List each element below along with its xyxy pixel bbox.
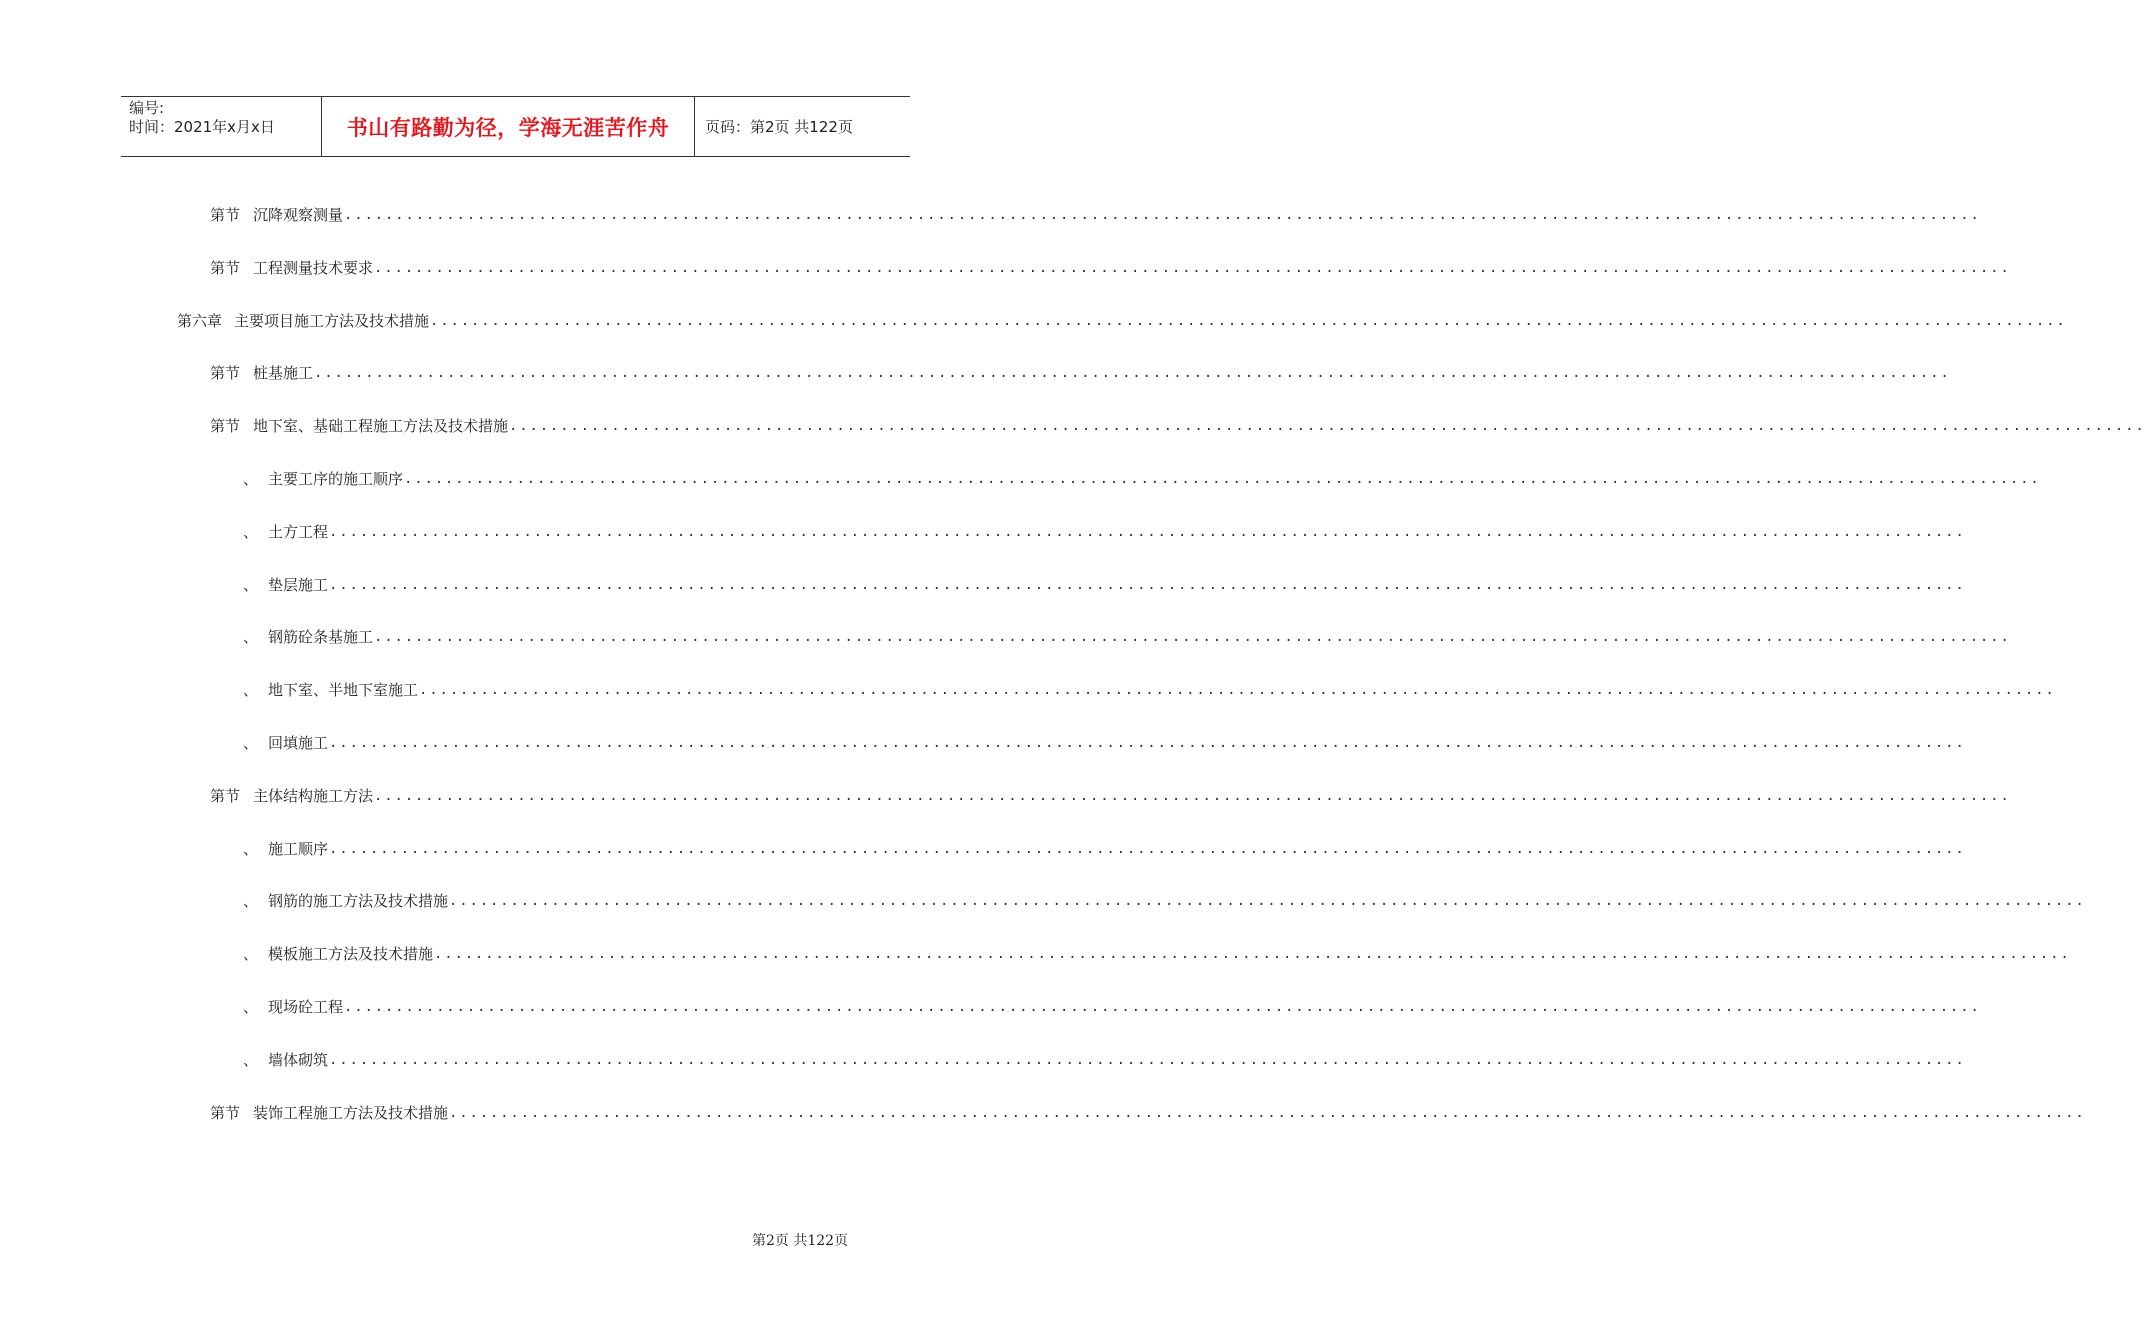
toc-entry[interactable] [210,361,1951,383]
toc-entry-title: 施工顺序 [268,840,329,858]
toc-entry-number: 、 [243,470,259,488]
toc-dot-leader: ................................................................................................................................................................ [449,1105,2086,1121]
toc-entry-title: 主体结构施工方法 [253,787,374,805]
toc-dot-leader: ................................................................................................................................................................ [344,999,1981,1015]
toc-entry-title: 垫层施工 [268,576,329,594]
toc-entry[interactable] [210,256,2011,278]
toc-entry[interactable] [243,942,2071,964]
toc-entry-title: 模板施工方法及技术措施 [268,945,434,963]
toc-entry[interactable] [210,203,1981,225]
toc-entry-title: 回填施工 [268,734,329,752]
toc-entry-title: 地下室、基础工程施工方法及技术措施 [253,417,509,435]
toc-dot-leader: ................................................................................................................................................................ [344,207,1981,223]
toc-entry-number: 第节 [210,259,241,277]
header-info-cell [121,97,321,156]
toc-entry-title: 主要工序的施工顺序 [268,470,404,488]
header-page-code: 页码：第2页 共122页 [705,118,853,136]
toc-dot-leader: ................................................................................................................................................................ [329,735,1966,751]
toc-dot-leader: ................................................................................................................................................................ [374,788,2011,804]
toc-dot-leader: ................................................................................................................................................................ [430,313,2067,329]
toc-entry-number: 第节 [210,1104,241,1122]
toc-entry-title: 土方工程 [268,523,329,541]
toc-entry-title: 现场砼工程 [268,998,344,1016]
toc-entry[interactable] [210,784,2011,806]
toc-entry-number: 、 [243,681,259,699]
toc-entry-number: 、 [243,576,259,594]
toc-entry-title: 工程测量技术要求 [253,259,374,277]
toc-dot-leader: ................................................................................................................................................................ [374,260,2011,276]
toc-entry-number: 第节 [210,364,241,382]
toc-dot-leader: ................................................................................................................................................................ [434,946,2071,962]
toc-entry[interactable] [210,414,2146,436]
toc-entry[interactable] [243,625,2011,647]
toc-entry-number: 、 [243,628,259,646]
toc-entry-title: 墙体砌筑 [268,1051,329,1069]
toc-dot-leader: ................................................................................................................................................................ [374,629,2011,645]
toc-entry[interactable] [243,889,2086,911]
toc-entry-title: 地下室、半地下室施工 [268,681,419,699]
toc-entry[interactable] [210,1101,2086,1123]
toc-entry-title: 钢筋砼条基施工 [268,628,374,646]
page-header [121,96,910,157]
toc-entry-title: 钢筋的施工方法及技术措施 [268,892,449,910]
toc-dot-leader: ................................................................................................................................................................ [329,1052,1966,1068]
toc-dot-leader: ................................................................................................................................................................ [419,682,2056,698]
toc-dot-leader: ................................................................................................................................................................ [509,418,2146,434]
toc-entry[interactable] [177,309,2067,331]
toc-entry-title: 主要项目施工方法及技术措施 [234,312,430,330]
toc-entry[interactable] [243,678,2056,700]
toc-dot-leader: ................................................................................................................................................................ [329,577,1966,593]
toc-entry-number: 、 [243,998,259,1016]
toc-entry-number: 、 [243,734,259,752]
header-motto: 书山有路勤为径，学海无涯苦作舟 [321,97,695,156]
toc-entry[interactable] [243,573,1966,595]
toc-entry-number: 第节 [210,206,241,224]
document-time-label: 时间：2021年x月x日 [129,118,275,136]
toc-dot-leader: ................................................................................................................................................................ [329,841,1966,857]
toc-dot-leader: ................................................................................................................................................................ [314,365,1951,381]
toc-entry[interactable] [243,837,1966,859]
toc-entry[interactable] [243,520,1966,542]
toc-entry[interactable] [243,1048,1966,1070]
toc-entry-number: 、 [243,945,259,963]
toc-entry[interactable] [243,467,2041,489]
toc-entry-title: 桩基施工 [253,364,314,382]
toc-dot-leader: ................................................................................................................................................................ [329,524,1966,540]
toc-entry-number: 、 [243,892,259,910]
toc-dot-leader: ................................................................................................................................................................ [449,893,2086,909]
page-footer-number: 第2页 共122页 [752,1233,849,1249]
toc-entry-number: 、 [243,523,259,541]
toc-entry-number: 、 [243,840,259,858]
document-number-label: 编号: [129,99,165,117]
toc-entry-number: 第节 [210,417,241,435]
toc-entry-title: 沉降观察测量 [253,206,344,224]
toc-entry-title: 装饰工程施工方法及技术措施 [253,1104,449,1122]
toc-entry-number: 第节 [210,787,241,805]
toc-entry[interactable] [243,995,1981,1017]
toc-dot-leader: ................................................................................................................................................................ [404,471,2041,487]
toc-entry[interactable] [243,731,1966,753]
toc-entry-number: 、 [243,1051,259,1069]
toc-entry-number: 第六章 [177,312,223,330]
